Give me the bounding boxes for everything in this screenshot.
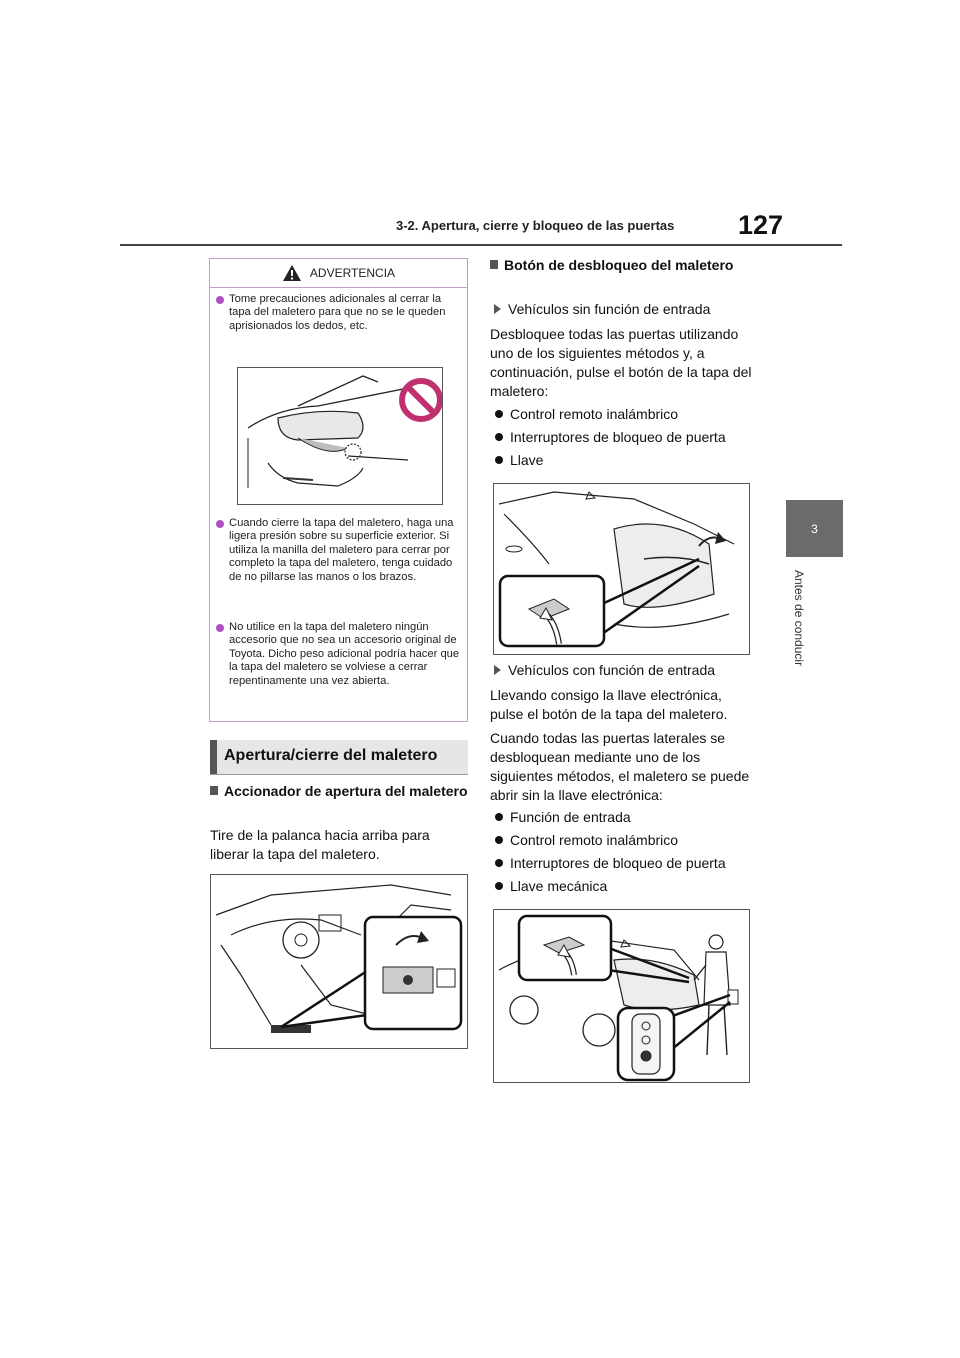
section-bar <box>210 740 468 775</box>
unlock-button-heading: Botón de desbloqueo del maletero <box>490 256 750 274</box>
opener-heading: Accionador de apertura del maletero <box>210 782 468 800</box>
section-title: 3-2. Apertura, cierre y bloqueo de las puertas <box>396 218 675 233</box>
bullet-dot <box>216 624 224 632</box>
without-entry-label: Vehículos sin función de entrada <box>494 301 754 317</box>
opener-text: Tire de la palanca hacia arriba para liberar la tapa del maletero. <box>210 827 430 862</box>
warning-item: Cuando cierre la tapa del maletero, haga una ligera presión sobre su superficie exterior. Si utiliza la manilla del maletero para cerrar por completo la tapa del maletero, tenga cuidado de no pillarse las manos o los brazos. <box>216 517 460 584</box>
trunk-button-drawing <box>494 484 749 654</box>
bullet-dot <box>216 296 224 304</box>
trunk-pinch-illustration <box>237 367 443 505</box>
with-entry-text-2: Cuando todas las puertas laterales se desbloquean mediante uno de los siguientes métodos, el maletero se puede abrir sin la llave electrónica: <box>490 730 750 803</box>
smart-key-drawing <box>494 910 749 1082</box>
chapter-tab: 3 <box>786 500 843 557</box>
list-item: Llave <box>494 452 754 468</box>
list-item: Interruptores de bloqueo de puerta <box>494 855 754 871</box>
bullet-dot <box>495 836 503 844</box>
bullet-dot <box>495 859 503 867</box>
chapter-title: Antes de conducir <box>792 570 806 667</box>
section-bar-title: Apertura/cierre del maletero <box>224 747 438 764</box>
bullet-dot <box>495 813 503 821</box>
warning-title: ADVERTENCIA <box>309 266 396 280</box>
without-entry-text: Desbloquee todas las puertas utilizando uno de los siguientes métodos y, a continuación, pulse el botón de la tapa del maletero: <box>490 326 752 399</box>
triangle-marker <box>494 304 501 314</box>
warning-icon <box>282 264 302 282</box>
list-item: Control remoto inalámbrico <box>494 406 754 422</box>
list-item: Interruptores de bloqueo de puerta <box>494 429 754 445</box>
square-bullet <box>490 260 498 269</box>
interior-illustration <box>210 874 468 1049</box>
trunk-button-illustration <box>493 483 750 655</box>
warning-item: No utilice en la tapa del maletero ningún accesorio que no sea un accesorio original de Toyota. Dicho peso adicional podría hacer que la tapa del maletero se volviese a cerrar repentinamente una vez abierta. <box>216 621 460 688</box>
warning-header <box>210 259 467 288</box>
square-bullet <box>210 786 218 795</box>
list-item: Función de entrada <box>494 809 754 825</box>
section-bar-accent <box>210 740 217 774</box>
trunk-pinch-drawing <box>238 368 442 504</box>
bullet-dot <box>495 456 503 464</box>
warning-box <box>209 258 468 722</box>
page-number: 127 <box>738 210 784 240</box>
bullet-dot <box>495 410 503 418</box>
with-entry-text-1: Llevando consigo la llave electrónica, pulse el botón de la tapa del maletero. <box>490 687 728 722</box>
triangle-marker <box>494 665 501 675</box>
with-entry-label: Vehículos con función de entrada <box>494 662 754 678</box>
bullet-dot <box>495 882 503 890</box>
list-item: Llave mecánica <box>494 878 754 894</box>
interior-drawing <box>211 875 467 1048</box>
list-item: Control remoto inalámbrico <box>494 832 754 848</box>
smart-key-illustration <box>493 909 750 1083</box>
warning-item: Tome precauciones adicionales al cerrar la tapa del maletero para que no se le queden aprisionados los dedos, etc. <box>216 293 460 333</box>
bullet-dot <box>216 520 224 528</box>
header-rule <box>120 244 842 246</box>
chapter-title-vertical <box>792 570 832 680</box>
bullet-dot <box>495 433 503 441</box>
